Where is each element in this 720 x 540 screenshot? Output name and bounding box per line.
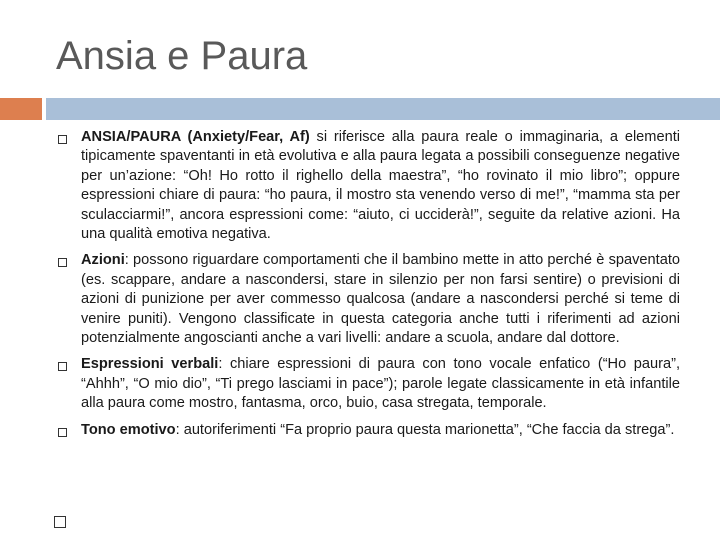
square-bullet-icon <box>54 516 66 528</box>
square-bullet-icon <box>58 428 67 437</box>
bullet-text <box>81 128 680 244</box>
bullet-body: : possono riguardare comportamenti che il bambino mette in atto perché è spaventato (es. scappare, andare a nascondersi, stare in silenzio per non farsi sentire) o previsioni di azioni di punizione per aver commesso qualcosa (andare a nascondersi perché si teme di venire puniti). Vengono classificate in questa categoria anche tutti i riferimenti ad azioni potenzialmente angoscianti anche a vari livelli: andare a scuola, andare dal dottore. <box>81 252 680 347</box>
bullet-lead: Tono emotivo <box>81 421 176 438</box>
bullet-body: si riferisce alla paura reale o immaginaria, a elementi tipicamente spaventanti in età evolutiva e alla paura legata a possibili conseguenze negative per un’azione: “Oh! Ho rotto il righello della maestra”, “ho rovinato il mio libro”; oppure espressioni chiare di paura: “ho paura, il mostro sta venendo verso di me!”, “mamma sta per sculacciarmi!”, ancora espressioni come: “aiuto, ci ucciderà!”, seguite da relative azioni. Ha una qualità emotiva negativa. <box>81 129 680 243</box>
bullet-list <box>58 128 680 447</box>
bullet-lead: Azioni <box>81 252 125 269</box>
square-bullet-icon <box>58 362 67 371</box>
square-bullet-icon <box>58 135 67 144</box>
bullet-lead: ANSIA/PAURA (Anxiety/Fear, Af) <box>81 129 310 145</box>
accent-bar-left <box>0 98 42 120</box>
bullet-text <box>81 251 680 348</box>
bullet-lead: Espressioni verbali <box>81 356 219 373</box>
slide-title: Ansia e Paura <box>56 34 308 78</box>
accent-bar-right <box>46 98 720 120</box>
bullet-body: : chiare espressioni di paura con tono vocale enfatico (“Ho paura”, “Ahhh”, “O mio dio”, “Ti prego lasciami in pace”); parole legate classicamente in età infantile alla paura come mostro, fantasma, orco, buio, casa stregata, temporale. <box>81 356 680 412</box>
bullet-item-tono-emotivo <box>58 421 680 440</box>
bullet-text <box>81 421 680 440</box>
bullet-item-ansia-paura <box>58 128 680 244</box>
bullet-item-azioni <box>58 251 680 348</box>
bullet-text <box>81 355 680 413</box>
bullet-item-espressioni-verbali <box>58 355 680 413</box>
square-bullet-icon <box>58 258 67 267</box>
bullet-body: : autoriferimenti “Fa proprio paura questa marionetta”, “Che faccia da strega”. <box>175 421 675 438</box>
